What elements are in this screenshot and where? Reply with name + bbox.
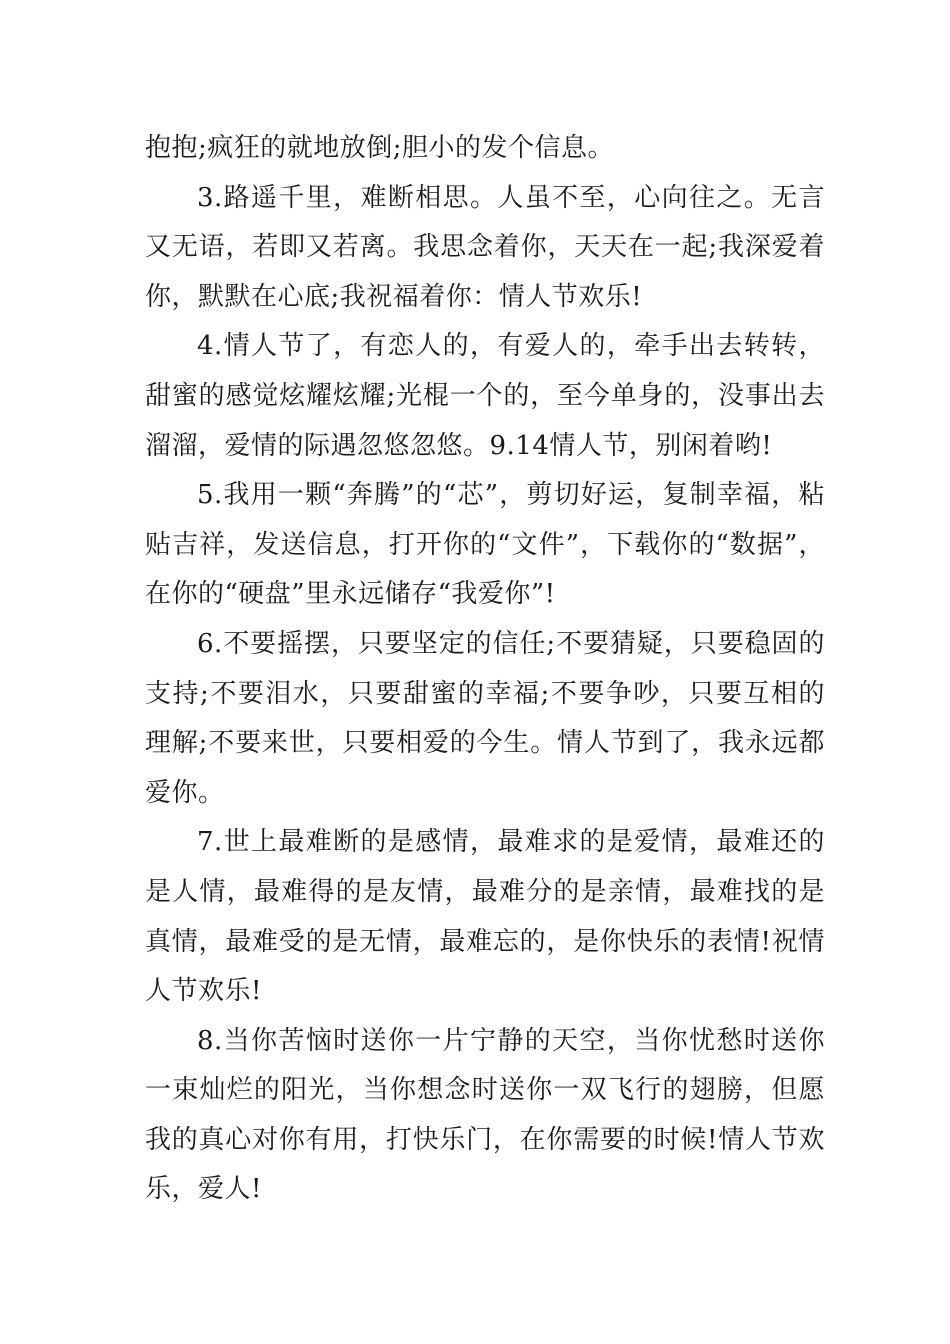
paragraph-continuation: 抱抱;疯狂的就地放倒;胆小的发个信息。 [145, 133, 615, 163]
document-body [145, 124, 825, 1215]
paragraph-item-5: 5.我用一颗“奔腾”的“芯”，剪切好运，复制幸福，粘贴吉祥，发送信息，打开你的“文件”，下载你的“数据”，在你的“硬盘”里永远储存“我爱你”! [145, 480, 825, 610]
paragraph-item-7: 7.世上最难断的是感情，最难求的是爱情，最难还的是人情，最难得的是友情，最难分的是亲情，最难找的是真情，最难受的是无情，最难忘的，是你快乐的表情!祝情人节欢乐! [145, 827, 825, 1007]
paragraph-item-8: 8.当你苦恼时送你一片宁静的天空，当你忧愁时送你一束灿烂的阳光，当你想念时送你一双飞行的翅膀，但愿我的真心对你有用，打快乐门，在你需要的时候!情人节欢乐，爱人! [145, 1025, 825, 1205]
paragraph-item-4: 4.情人节了，有恋人的，有爱人的，牵手出去转转，甜蜜的感觉炫耀炫耀;光棍一个的，至今单身的，没事出去溜溜，爱情的际遇忽悠忽悠。9.14情人节，别闲着哟! [145, 331, 825, 461]
paragraph-item-3: 3.路遥千里，难断相思。人虽不至，心向往之。无言又无语，若即又若离。我思念着你，天天在一起;我深爱着你，默默在心底;我祝福着你：情人节欢乐! [145, 182, 825, 312]
paragraph-item-6: 6.不要摇摆，只要坚定的信任;不要猜疑，只要稳固的支持;不要泪水，只要甜蜜的幸福;不要争吵，只要互相的理解;不要来世，只要相爱的今生。情人节到了，我永远都爱你。 [145, 628, 825, 808]
